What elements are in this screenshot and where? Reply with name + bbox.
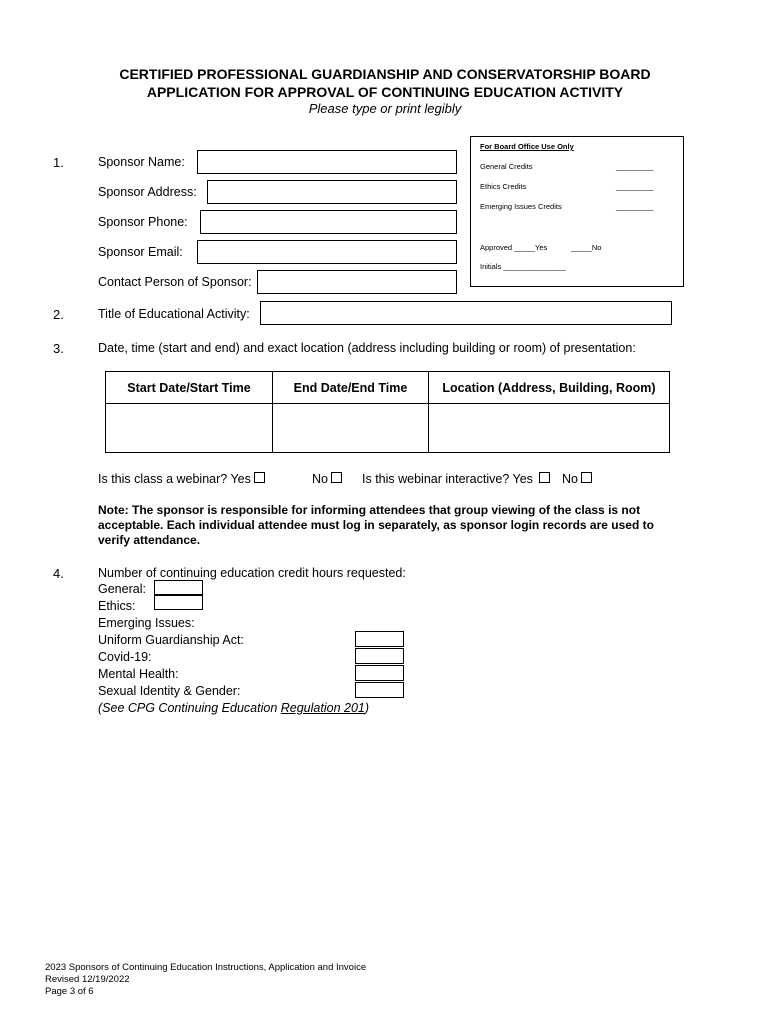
ethics-hours-input[interactable] <box>154 595 203 610</box>
regulation-reference <box>98 701 369 715</box>
office-general-credits: General Credits <box>480 162 533 171</box>
sponsor-phone-label: Sponsor Phone: <box>98 215 188 229</box>
regulation-201-link[interactable]: Regulation 201 <box>280 701 365 715</box>
activity-title-input[interactable] <box>260 301 672 325</box>
office-emerging-blank: _________ <box>616 202 654 211</box>
ethics-hours-label: Ethics: <box>98 599 136 613</box>
presentation-table <box>105 371 670 453</box>
webinar-question-label: Is this class a webinar? Yes <box>98 472 251 486</box>
covid-label: Covid-19: <box>98 650 152 664</box>
interactive-yes-checkbox[interactable] <box>539 472 550 483</box>
sponsor-email-label: Sponsor Email: <box>98 245 183 259</box>
sponsor-name-input[interactable] <box>197 150 457 174</box>
regulation-prefix: (See CPG Continuing Education <box>98 701 281 715</box>
sponsor-address-input[interactable] <box>207 180 457 204</box>
sexual-identity-input[interactable] <box>355 682 404 698</box>
sexual-identity-label: Sexual Identity & Gender: <box>98 684 241 698</box>
section-2-number: 2. <box>53 307 64 322</box>
interactive-question <box>362 472 550 486</box>
mental-health-input[interactable] <box>355 665 404 681</box>
interactive-no-checkbox[interactable] <box>581 472 592 483</box>
interactive-no-label: No <box>562 472 578 486</box>
regulation-suffix: ) <box>364 701 370 715</box>
credit-hours-prompt: Number of continuing education credit hours requested: <box>98 566 406 580</box>
webinar-question <box>98 472 265 486</box>
uniform-act-input[interactable] <box>355 631 404 647</box>
general-hours-label: General: <box>98 582 146 596</box>
col-location: Location (Address, Building, Room) <box>429 372 670 404</box>
covid-input[interactable] <box>355 648 404 664</box>
office-emerging-credits: Emerging Issues Credits <box>480 202 562 211</box>
webinar-no-label: No <box>312 472 328 486</box>
section-4-number: 4. <box>53 566 64 581</box>
mental-health-label: Mental Health: <box>98 667 179 681</box>
col-end-date: End Date/End Time <box>273 372 429 404</box>
location-cell[interactable] <box>429 404 670 453</box>
form-title-line2: APPLICATION FOR APPROVAL OF CONTINUING EDUCATION ACTIVITY <box>146 84 624 100</box>
contact-person-input[interactable] <box>257 270 457 294</box>
interactive-no <box>562 472 592 486</box>
office-ethics-blank: _________ <box>616 182 654 191</box>
section-3-number: 3. <box>53 341 64 356</box>
webinar-no <box>312 472 342 486</box>
footer-revised-date: Revised 12/19/2022 <box>45 974 130 985</box>
footer-page-number: Page 3 of 6 <box>45 986 94 997</box>
interactive-question-label: Is this webinar interactive? Yes <box>362 472 533 486</box>
webinar-yes-checkbox[interactable] <box>254 472 265 483</box>
emerging-issues-label: Emerging Issues: <box>98 616 195 630</box>
activity-title-label: Title of Educational Activity: <box>98 307 250 321</box>
office-use-heading: For Board Office Use Only <box>480 142 574 151</box>
office-general-blank: _________ <box>616 162 654 171</box>
sponsor-address-label: Sponsor Address: <box>98 185 197 199</box>
form-subtitle: Please type or print legibly <box>308 101 462 116</box>
footer-doc-title: 2023 Sponsors of Continuing Education Instructions, Application and Invoice <box>45 962 367 973</box>
webinar-no-checkbox[interactable] <box>331 472 342 483</box>
office-initials: Initials _______________ <box>480 262 566 271</box>
presentation-details-prompt: Date, time (start and end) and exact location (address including building or room) of presentation: <box>98 341 636 355</box>
sponsor-name-label: Sponsor Name: <box>98 155 185 169</box>
sponsor-email-input[interactable] <box>197 240 457 264</box>
col-start-date: Start Date/Start Time <box>106 372 273 404</box>
group-viewing-note: Note: The sponsor is responsible for informing attendees that group viewing of the class is not acceptable. Each individual attendee must log in separately, as sponsor login records are used to verify attendance. <box>98 503 654 547</box>
office-use-box <box>470 136 684 287</box>
sponsor-phone-input[interactable] <box>200 210 457 234</box>
section-1-number: 1. <box>53 155 64 170</box>
uniform-act-label: Uniform Guardianship Act: <box>98 633 244 647</box>
end-date-cell[interactable] <box>273 404 429 453</box>
office-approved-no: _____No <box>571 243 602 252</box>
office-approved-yes: Approved _____Yes <box>480 243 548 252</box>
contact-person-label: Contact Person of Sponsor: <box>98 275 252 289</box>
form-title-line1: CERTIFIED PROFESSIONAL GUARDIANSHIP AND CONSERVATORSHIP BOARD <box>119 66 651 82</box>
start-date-cell[interactable] <box>106 404 273 453</box>
general-hours-input[interactable] <box>154 580 203 595</box>
office-ethics-credits: Ethics Credits <box>480 182 527 191</box>
